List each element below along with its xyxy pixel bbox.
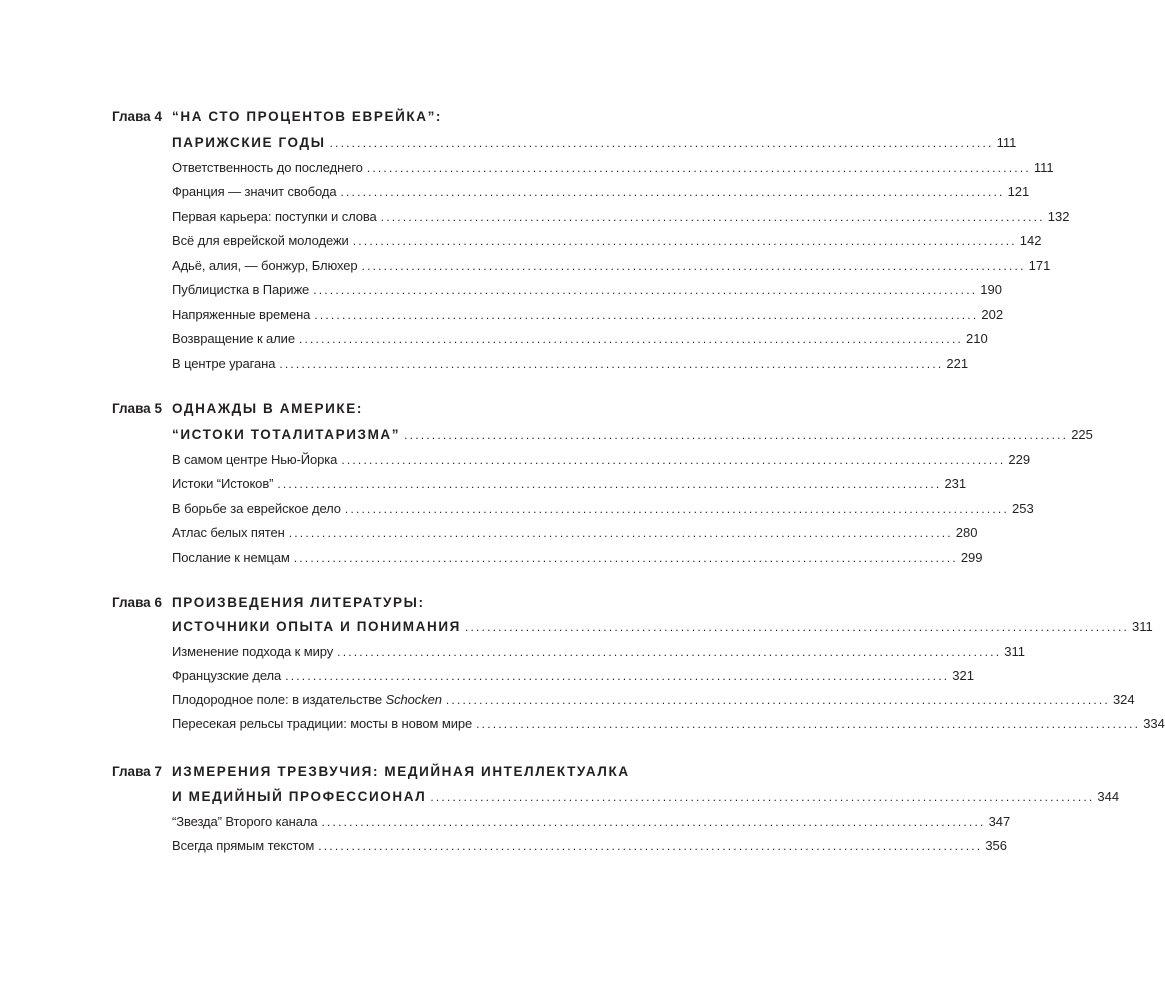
page-number: 171: [1028, 258, 1051, 273]
toc-entry: [172, 474, 967, 494]
toc-entry: [172, 523, 978, 543]
toc-entry: [172, 305, 1004, 325]
toc-entry: [172, 354, 969, 374]
chapter-title-line1: [172, 762, 630, 782]
toc-entry: [172, 450, 1031, 470]
toc-entry: [172, 182, 1030, 202]
toc-entry: [172, 207, 1070, 227]
entry-title: В центре урагана: [172, 356, 276, 371]
leader-dots: ........................................................................................................................: [337, 645, 1002, 659]
entry-title: Напряженные времена: [172, 307, 311, 322]
toc-entry: [172, 836, 1008, 856]
page-number: 221: [946, 356, 969, 371]
leader-dots: ........................................................................................................................: [464, 620, 1130, 634]
entry-title: Изменение подхода к миру: [172, 644, 334, 659]
chapter-title-line2: [172, 787, 1120, 807]
entry-title: Всегда прямым текстом: [172, 838, 315, 853]
page-number: 202: [981, 307, 1004, 322]
chapter-label: Глава 4: [112, 109, 162, 124]
chapter-label: Глава 7: [112, 764, 162, 779]
page-number: 311: [1132, 619, 1153, 634]
leader-dots: ........................................................................................................................: [380, 210, 1045, 224]
entry-title: В борьбе за еврейское дело: [172, 501, 341, 516]
leader-dots: ........................................................................................................................: [352, 234, 1017, 248]
page-number: 190: [980, 282, 1002, 297]
page-number: 210: [966, 331, 988, 346]
entry-title: Атлас белых пятен: [172, 525, 285, 540]
chapter-title-line2: [172, 617, 1153, 637]
leader-dots: ........................................................................................................................: [476, 717, 1141, 731]
toc-entry: [172, 714, 1165, 734]
chapter-title-text: “НА СТО ПРОЦЕНТОВ ЕВРЕЙКА”:: [172, 109, 443, 124]
chapter-title-line1: [172, 107, 568, 127]
chapter-label: Глава 6: [112, 595, 162, 610]
leader-dots: ........................................................................................................................: [298, 332, 964, 346]
page-number: 347: [988, 814, 1011, 829]
leader-dots: ........................................................................................................................: [404, 428, 1069, 442]
chapter-title-text: ИЗМЕРЕНИЯ ТРЕЗВУЧИЯ: МЕДИЙНАЯ ИНТЕЛЛЕКТУАЛКА: [172, 764, 630, 779]
leader-dots: ........................................................................................................................: [285, 669, 950, 683]
entry-title: “Звезда” Второго канала: [172, 814, 318, 829]
chapter-title-text: И МЕДИЙНЫЙ ПРОФЕССИОНАЛ: [172, 789, 427, 804]
leader-dots: ........................................................................................................................: [321, 815, 986, 829]
leader-dots: ........................................................................................................................: [279, 357, 944, 371]
leader-dots: ........................................................................................................................: [313, 283, 978, 297]
chapter-title-text: ОДНАЖДЫ В АМЕРИКЕ:: [172, 401, 363, 416]
entry-title: Всё для еврейской молодежи: [172, 233, 349, 248]
chapter-title-text: ПАРИЖСКИЕ ГОДЫ: [172, 135, 326, 150]
page-number: 356: [985, 838, 1008, 853]
page-number: 280: [955, 525, 978, 540]
entry-title: Публицистка в Париже: [172, 282, 310, 297]
leader-dots: ........................................................................................................................: [361, 259, 1026, 273]
page-number: 334: [1143, 716, 1165, 731]
page-number: 344: [1097, 789, 1120, 804]
leader-dots: ........................................................................................................................: [277, 477, 942, 491]
page-number: 229: [1008, 452, 1031, 467]
chapter-label: Глава 5: [112, 401, 162, 416]
page-number: 142: [1019, 233, 1042, 248]
toc-entry: [172, 280, 1002, 300]
leader-dots: ........................................................................................................................: [430, 790, 1095, 804]
leader-dots: ........................................................................................................................: [288, 526, 953, 540]
entry-title: Франция — значит свобода: [172, 184, 337, 199]
leader-dots: ........................................................................................................................: [340, 185, 1005, 199]
entry-title: Ответственность до последнего: [172, 160, 363, 175]
toc-entry: [172, 666, 974, 686]
toc-entry: [172, 642, 1025, 662]
page-number: 225: [1071, 427, 1093, 442]
leader-dots: ........................................................................................................................: [318, 839, 983, 853]
page-number: 311: [1004, 644, 1025, 659]
page-number: 111: [996, 135, 1017, 150]
toc-entry: [172, 329, 988, 349]
toc-entry: [172, 256, 1051, 276]
page-number: 299: [960, 550, 983, 565]
leader-dots: ........................................................................................................................: [293, 551, 958, 565]
page-number: 121: [1007, 184, 1030, 199]
chapter-title-line2: [172, 425, 1093, 445]
entry-title: [172, 690, 446, 710]
toc-entry: [172, 548, 983, 568]
entry-title: В самом центре Нью-Йорка: [172, 452, 338, 467]
entry-title: Первая карьера: поступки и слова: [172, 209, 377, 224]
leader-dots: ........................................................................................................................: [314, 308, 979, 322]
chapter-title-line1: [172, 593, 568, 613]
toc-entry: [172, 499, 1034, 519]
page-number: 324: [1112, 692, 1135, 707]
page-number: 231: [944, 476, 967, 491]
leader-dots: ........................................................................................................................: [329, 136, 994, 150]
chapter-title-text: ИСТОЧНИКИ ОПЫТА И ПОНИМАНИЯ: [172, 619, 461, 634]
page-number: 321: [952, 668, 974, 683]
leader-dots: ........................................................................................................................: [344, 502, 1009, 516]
page-number: 253: [1012, 501, 1034, 516]
entry-title-text: Плодородное поле: в издательстве: [172, 692, 386, 707]
entry-title: Послание к немцам: [172, 550, 290, 565]
entry-title: Адьё, алия, — бонжур, Блюхер: [172, 258, 358, 273]
page-number: 111: [1033, 160, 1054, 175]
toc-entry: [172, 812, 1011, 832]
chapter-title-text: “ИСТОКИ ТОТАЛИТАРИЗМА”: [172, 427, 401, 442]
entry-title: Пересекая рельсы традиции: мосты в новом мире: [172, 716, 473, 731]
entry-title: Французские дела: [172, 668, 282, 683]
toc-entry: [172, 158, 1054, 178]
chapter-title-line1: [172, 399, 568, 419]
toc-entry: [172, 231, 1042, 251]
page-number: 132: [1047, 209, 1070, 224]
toc-entry: [172, 690, 1135, 710]
chapter-title-text: ПРОИЗВЕДЕНИЯ ЛИТЕРАТУРЫ:: [172, 595, 425, 610]
entry-title-italic: Schocken: [385, 692, 442, 707]
leader-dots: ........................................................................................................................: [341, 453, 1006, 467]
leader-dots: ........................................................................................................................: [445, 693, 1110, 707]
entry-title: Истоки “Истоков”: [172, 476, 274, 491]
leader-dots: ........................................................................................................................: [366, 161, 1031, 175]
chapter-title-line2: [172, 133, 1017, 153]
entry-title: Возвращение к алие: [172, 331, 295, 346]
